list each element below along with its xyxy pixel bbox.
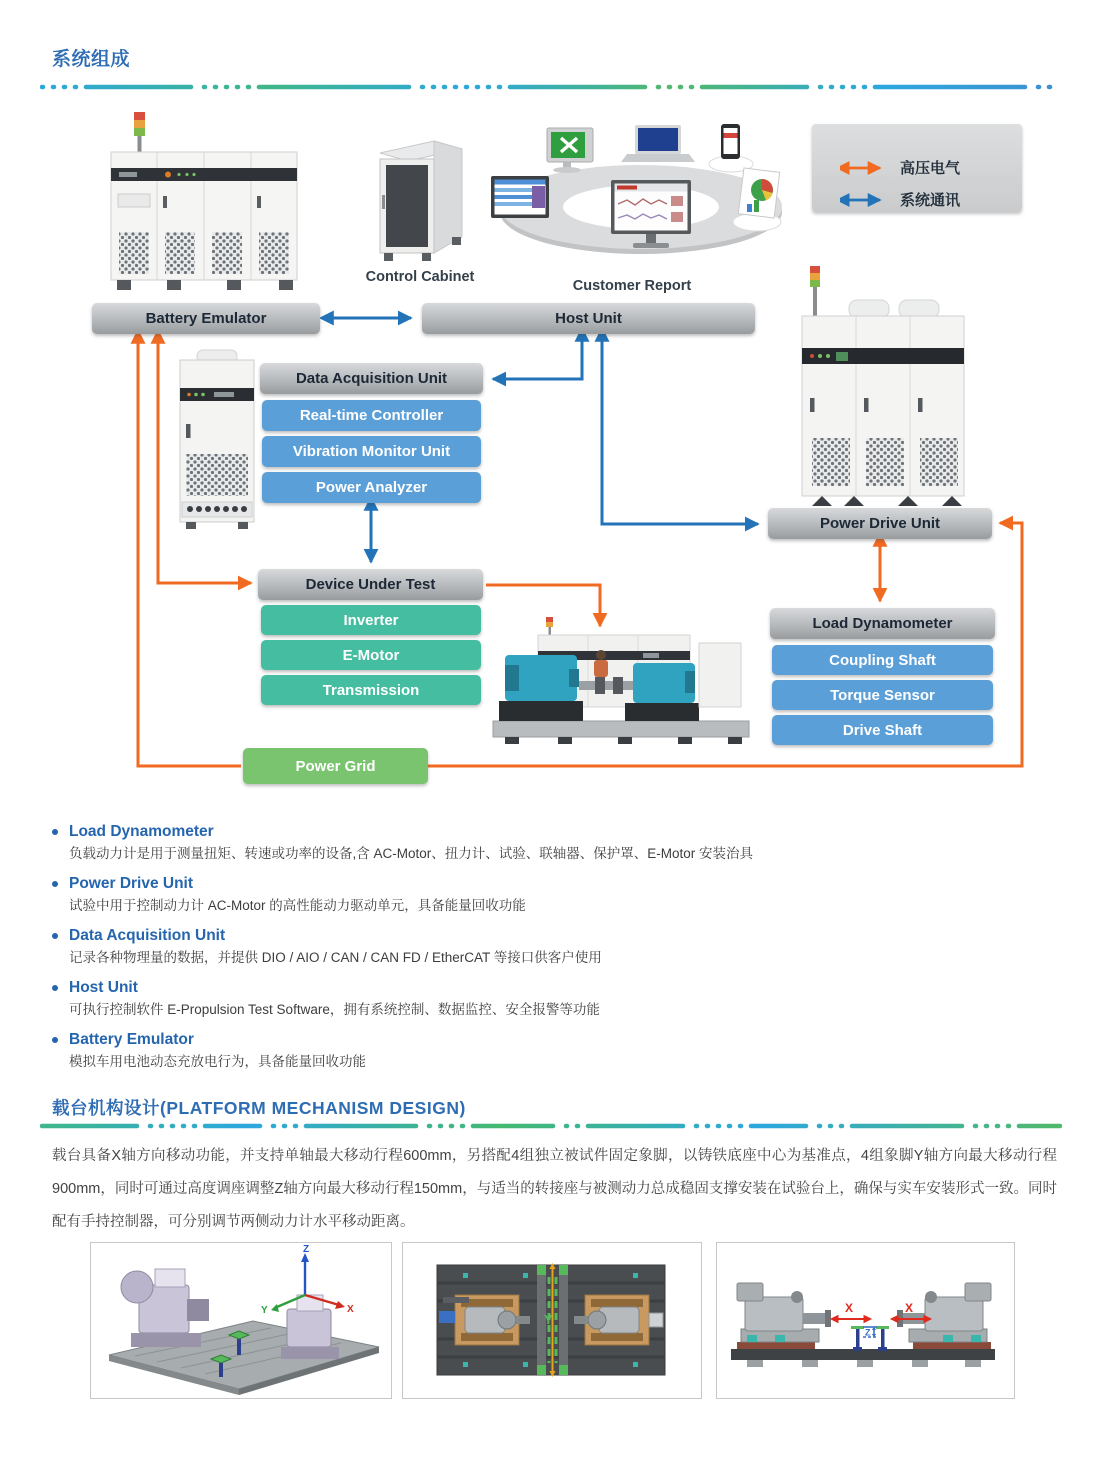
bullet-dot-icon [52, 829, 58, 835]
box-vibration-monitor-unit: Vibration Monitor Unit [262, 436, 481, 467]
box-drive-shaft: Drive Shaft [772, 715, 993, 745]
customer-report-image [485, 120, 797, 278]
figure-side-view [716, 1242, 1015, 1399]
axis-label-x-right: X [905, 1301, 914, 1315]
data-acquisition-cabinet-image [172, 348, 264, 540]
bullet-title: Load Dynamometer [69, 823, 214, 840]
bullet-desc: 负载动力计是用于测量扭矩、转速或功率的设备,含 AC-Motor、扭力计、试验、联轴器、保护罩、E-Motor 安装治具 [69, 846, 754, 861]
list-item [52, 820, 1062, 864]
box-device-under-test: Device Under Test [258, 569, 483, 600]
axis-label-z: Z [865, 1327, 871, 1338]
control-cabinet-image [362, 133, 477, 265]
section1-title: 系统组成 [52, 49, 131, 70]
section2-divider [40, 1122, 1062, 1130]
component-bullet-list [52, 820, 1062, 1080]
z-travel-indicator [863, 1327, 877, 1338]
bullet-desc: 可执行控制软件 E-Propulsion Test Software，拥有系统控制、数据监控、安全报警等功能 [69, 1002, 600, 1017]
section1-divider [40, 83, 1062, 91]
box-transmission: Transmission [261, 675, 481, 705]
legend [812, 124, 1022, 212]
figure-side-view-svg [717, 1243, 1012, 1396]
legend-label-high-voltage: 高压电气 [900, 160, 961, 177]
legend-row-high-voltage [840, 157, 960, 178]
test-bench-image [483, 603, 763, 759]
box-host-unit: Host Unit [422, 303, 755, 334]
bullet-title: Battery Emulator [69, 1031, 194, 1048]
box-battery-emulator: Battery Emulator [92, 303, 320, 334]
legend-label-communication: 系统通讯 [900, 192, 961, 209]
box-load-dynamometer: Load Dynamometer [770, 608, 995, 639]
section2-title: 载台机构设计(PLATFORM MECHANISM DESIGN) [52, 1098, 466, 1118]
power-drive-cabinet-image [792, 262, 974, 508]
bullet-desc: 记录各种物理量的数据，并提供 DIO / AIO / CAN / CAN FD / EtherCAT 等接口供客户使用 [69, 950, 602, 965]
bullet-dot-icon [52, 881, 58, 887]
bullet-desc: 试验中用于控制动力计 AC-Motor 的高性能动力驱动单元，具备能量回收功能 [69, 898, 526, 913]
box-power-analyzer: Power Analyzer [262, 472, 481, 503]
box-coupling-shaft: Coupling Shaft [772, 645, 993, 675]
box-power-drive-unit: Power Drive Unit [768, 508, 992, 539]
list-item [52, 872, 1062, 916]
orange-double-arrow-icon [840, 161, 888, 175]
list-item [52, 1028, 1062, 1072]
figure-top-view [402, 1242, 702, 1399]
box-inverter: Inverter [261, 605, 481, 635]
box-real-time-controller: Real-time Controller [262, 400, 481, 431]
control-cabinet-caption: Control Cabinet [365, 269, 475, 285]
box-power-grid: Power Grid [243, 748, 428, 784]
axis-label-x-left: X [845, 1301, 854, 1315]
figure-isometric-view [90, 1242, 392, 1399]
bullet-dot-icon [52, 933, 58, 939]
legend-row-communication [840, 189, 960, 210]
box-e-motor: E-Motor [261, 640, 481, 670]
bullet-title: Data Acquisition Unit [69, 927, 226, 944]
list-item [52, 976, 1062, 1020]
axis-label-y: Y [261, 1305, 268, 1316]
bullet-title: Power Drive Unit [69, 875, 194, 892]
platform-paragraph: 载台具备X轴方向移动功能，并支持单轴最大移动行程600mm，另搭配4组独立被试件固定象脚，以铸铁底座中心为基准点，4组象脚Y轴方向最大移动行程900mm，同时可通过高度调座调整Z轴方向最大移动行程150mm，与适当的转接座与被测动力总成稳固支撑安装在试验台上，确保与实车安装形式一致。同时配有手持控制器，可分别调节两侧动力计水平移动距离。 [52, 1148, 1057, 1230]
bullet-dot-icon [52, 1037, 58, 1043]
bullet-dot-icon [52, 985, 58, 991]
battery-emulator-image [103, 106, 305, 298]
arrow-host-pdu [602, 340, 758, 524]
blue-double-arrow-icon [840, 193, 888, 207]
bullet-title: Host Unit [69, 979, 138, 996]
arrow-host-dau [493, 340, 582, 379]
figure-isometric-svg [91, 1243, 389, 1396]
axis-label-y: Y [544, 1312, 553, 1327]
box-torque-sensor: Torque Sensor [772, 680, 993, 710]
axis-label-x: X [347, 1304, 354, 1315]
figure-top-view-svg [403, 1243, 699, 1396]
bullet-desc: 模拟车用电池动态充放电行为，具备能量回收功能 [69, 1054, 366, 1069]
customer-report-caption: Customer Report [572, 278, 692, 294]
axis-label-z: Z [303, 1244, 310, 1255]
list-item [52, 924, 1062, 968]
box-data-acquisition-unit: Data Acquisition Unit [260, 363, 483, 394]
